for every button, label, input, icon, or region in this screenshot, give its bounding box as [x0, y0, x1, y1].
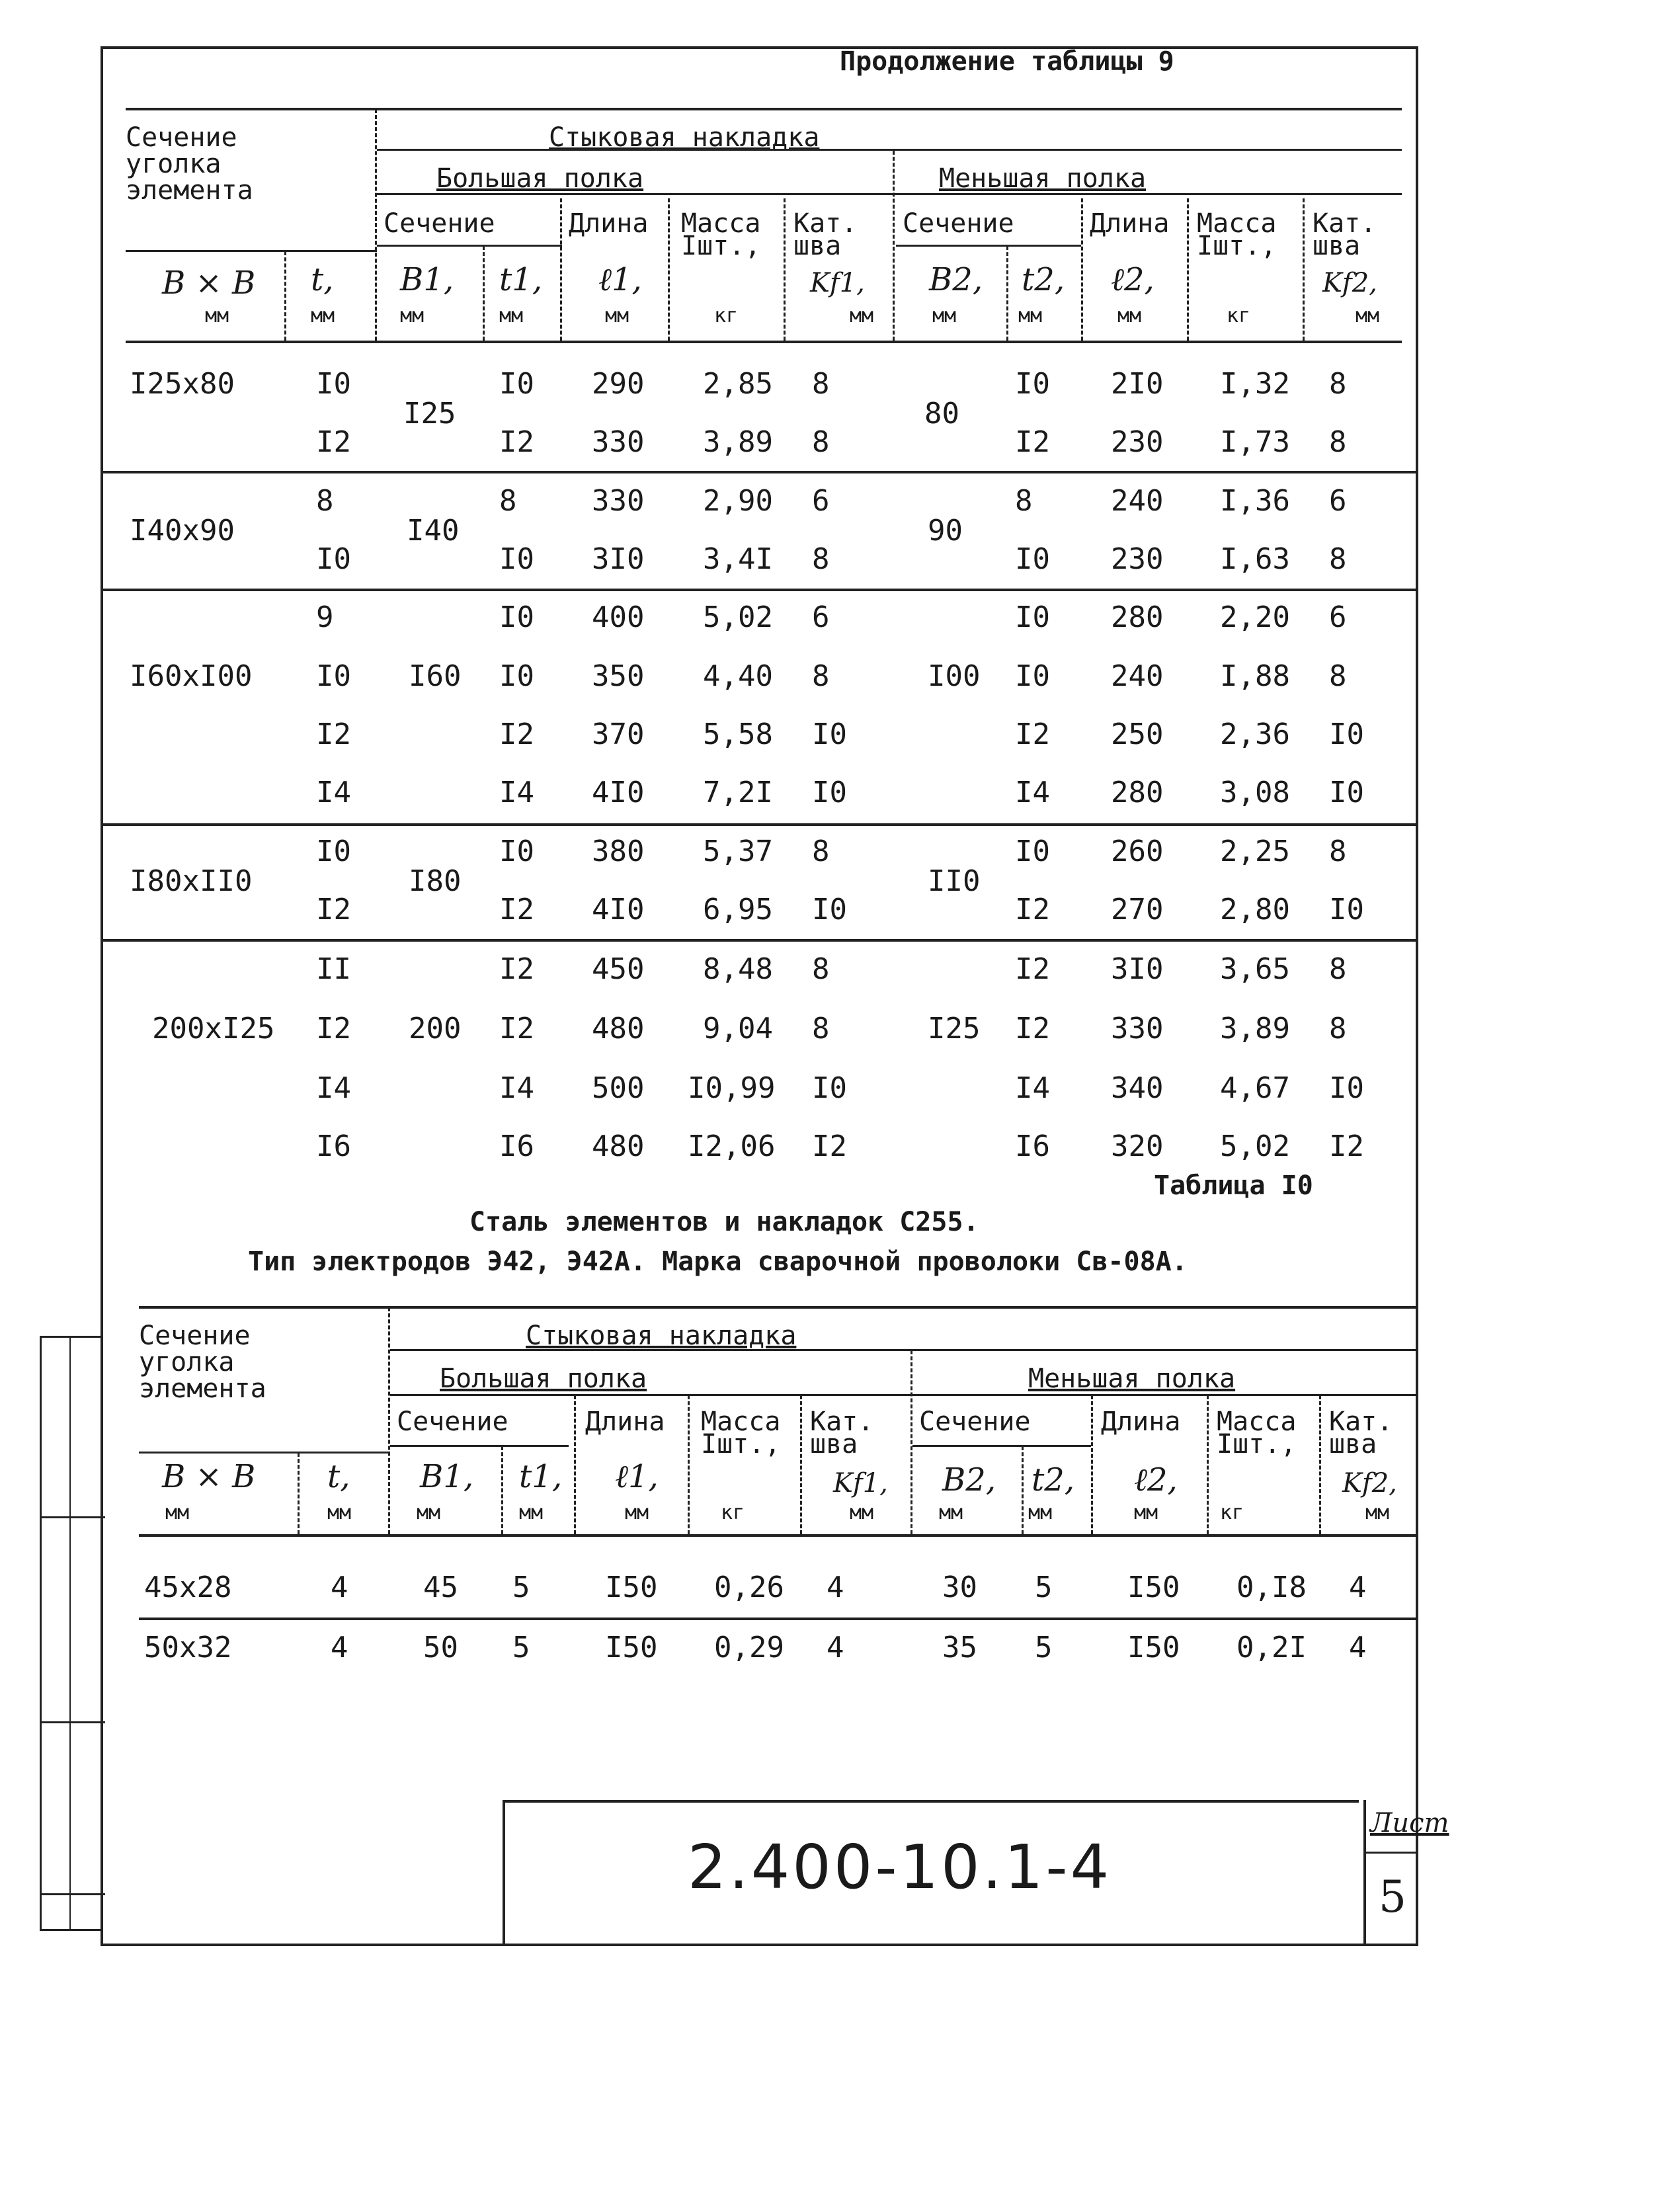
cell-t2: I0 [1015, 835, 1050, 868]
sym-t: t, [327, 1458, 350, 1495]
cell-t2: I0 [1015, 542, 1050, 576]
cell-l2: 270 [1111, 893, 1164, 926]
sym-t: t, [311, 261, 334, 298]
cell-l1: 370 [592, 717, 645, 751]
cell-t2: I0 [1015, 659, 1050, 693]
sym-l2: ℓ2, [1134, 1461, 1178, 1498]
hdr-section-3: элемента [126, 175, 253, 206]
cell-kf1: 8 [812, 367, 830, 401]
divider [501, 1446, 503, 1534]
rule [126, 108, 1402, 110]
unit-kg: кг [1220, 1501, 1244, 1524]
hdr-section-3: элемента [139, 1373, 266, 1404]
divider [298, 1453, 300, 1534]
divider [1319, 1395, 1321, 1534]
cell-l1: 3I0 [592, 542, 645, 576]
divider [1022, 1446, 1024, 1534]
cell-kf1: 6 [812, 600, 830, 634]
cell-l2: 250 [1111, 717, 1164, 751]
sheet-number: 5 [1379, 1871, 1406, 1922]
sym-b1: B1, [420, 1458, 474, 1495]
cell-t2: I2 [1015, 717, 1050, 751]
unit-mm: мм [400, 304, 425, 327]
hdr-kat2-small: шва [1329, 1429, 1377, 1459]
cell-mass1: 7,2I [703, 776, 773, 809]
unit-kg: кг [1227, 304, 1251, 327]
hdr-len-small: Длина [1090, 208, 1170, 239]
unit-mm: мм [1365, 1501, 1390, 1524]
table10-electrode-note: Тип электродов Э42, Э42А. Марка сварочной проволоки Св-08А. [248, 1247, 1188, 1277]
unit-mm: мм [499, 304, 524, 327]
cell-l1: 350 [592, 659, 645, 693]
cell-b2: 80 [924, 397, 959, 430]
strip-divider [69, 1338, 71, 1929]
unit-mm: мм [1028, 1501, 1053, 1524]
cell-l1: 480 [592, 1012, 645, 1045]
cell-mass1: 9,04 [703, 1012, 773, 1045]
unit-mm: мм [605, 304, 629, 327]
sheet-divider [1363, 1852, 1418, 1854]
rule [390, 1394, 1418, 1396]
rule [101, 939, 1418, 942]
sym-kf2: Kf2, [1322, 268, 1377, 298]
rule [377, 245, 562, 247]
hdr-kat-big: Кат. [810, 1407, 874, 1437]
unit-mm: мм [1117, 304, 1142, 327]
cell-kf2: 4 [1349, 1571, 1367, 1604]
cell-mass2: 0,I8 [1236, 1571, 1307, 1604]
cell-t: 4 [331, 1571, 348, 1604]
cell-mass2: 5,02 [1220, 1129, 1290, 1163]
cell-t2: I4 [1015, 1071, 1050, 1105]
cell-l2: 240 [1111, 659, 1164, 693]
unit-mm: мм [939, 1501, 963, 1524]
sym-t2: t2, [1022, 261, 1065, 298]
cell-b1: 200 [409, 1012, 462, 1045]
cell-mass2: 2,36 [1220, 717, 1290, 751]
sym-kf2: Kf2, [1342, 1468, 1397, 1498]
cell-kf2: 8 [1329, 367, 1347, 401]
cell-t: I0 [316, 542, 351, 576]
cell-l2: 280 [1111, 776, 1164, 809]
cell-l2: 230 [1111, 542, 1164, 576]
divider [784, 198, 786, 341]
cell-l2: I50 [1127, 1571, 1180, 1604]
unit-mm: мм [1018, 304, 1043, 327]
cell-mass2: I,36 [1220, 484, 1290, 518]
sym-l1: ℓ1, [615, 1458, 659, 1495]
cell-mass2: I,73 [1220, 425, 1290, 459]
cell-t2: I0 [1015, 367, 1050, 401]
table10-caption: Таблица I0 [1154, 1170, 1313, 1201]
divider [375, 109, 377, 341]
divider [1303, 198, 1305, 341]
cell-l2: 330 [1111, 1012, 1164, 1045]
rule [390, 1445, 569, 1447]
cell-mass2: 3,08 [1220, 776, 1290, 809]
rule [101, 589, 1418, 591]
divider [284, 251, 286, 341]
cell-t1: I0 [499, 835, 534, 868]
cell-kf2: 6 [1329, 600, 1347, 634]
cell-kf1: I0 [812, 717, 847, 751]
cell-t2: 8 [1015, 484, 1033, 518]
cell-section: I25x80 [130, 367, 235, 401]
cell-t: I6 [316, 1129, 351, 1163]
cell-t2: I4 [1015, 776, 1050, 809]
cell-mass1: 3,4I [703, 542, 773, 576]
unit-mm: мм [165, 1501, 190, 1524]
cell-section: 200xI25 [152, 1012, 275, 1045]
divider [574, 1395, 576, 1534]
sym-kf1: Kf1, [833, 1468, 888, 1498]
cell-l1: 400 [592, 600, 645, 634]
divider [560, 198, 562, 341]
unit-mm: мм [850, 1501, 874, 1524]
hdr-mass2-small: Iшт., [1197, 231, 1277, 261]
strip-line [42, 1893, 105, 1895]
rule [139, 1452, 390, 1454]
cell-l1: 4I0 [592, 776, 645, 809]
sym-b2: B2, [942, 1461, 996, 1498]
hdr-big-shelf: Большая полка [436, 163, 644, 194]
sheet-label: Лист [1370, 1808, 1449, 1838]
cell-b2: I25 [928, 1012, 981, 1045]
cell-t1: I0 [499, 367, 534, 401]
cell-l1: 290 [592, 367, 645, 401]
cell-t2: 5 [1035, 1631, 1053, 1664]
cell-kf2: 8 [1329, 542, 1347, 576]
cell-mass1: 0,29 [714, 1631, 784, 1664]
unit-mm: мм [519, 1501, 544, 1524]
cell-t: I0 [316, 659, 351, 693]
cell-kf2: I0 [1329, 776, 1364, 809]
hdr-butt: Стыковая накладка [526, 1321, 797, 1351]
cell-section: I60xI00 [130, 659, 253, 693]
hdr-section-1: Сечение [126, 122, 237, 153]
cell-kf2: 8 [1329, 1012, 1347, 1045]
divider [688, 1395, 690, 1534]
cell-kf2: 8 [1329, 659, 1347, 693]
rule [139, 1306, 1418, 1309]
unit-mm: мм [327, 1501, 352, 1524]
divider [668, 198, 670, 341]
hdr-len-big: Длина [585, 1407, 665, 1437]
cell-t: I4 [316, 776, 351, 809]
unit-kg: кг [714, 304, 739, 327]
cell-b2: 35 [942, 1631, 977, 1664]
rule [377, 193, 1402, 195]
cell-t1: I0 [499, 600, 534, 634]
unit-mm: мм [850, 304, 874, 327]
hdr-sec-big: Сечение [397, 1407, 508, 1437]
cell-l1: I50 [605, 1571, 658, 1604]
cell-b1: I25 [403, 397, 456, 430]
cell-t1: I0 [499, 659, 534, 693]
cell-mass2: 4,67 [1220, 1071, 1290, 1105]
cell-kf1: I0 [812, 1071, 847, 1105]
rule [101, 823, 1418, 826]
rule [896, 245, 1081, 247]
cell-b1: I60 [409, 659, 462, 693]
cell-mass1: 5,58 [703, 717, 773, 751]
divider [1006, 246, 1008, 341]
rule [912, 1445, 1091, 1447]
cell-mass2: 2,25 [1220, 835, 1290, 868]
cell-kf2: 8 [1329, 425, 1347, 459]
unit-mm: мм [417, 1501, 441, 1524]
cell-kf2: I2 [1329, 1129, 1364, 1163]
cell-l1: 380 [592, 835, 645, 868]
rule [390, 1349, 1418, 1351]
rule [126, 341, 1402, 343]
cell-t1: I4 [499, 776, 534, 809]
cell-kf1: 8 [812, 542, 830, 576]
cell-t: I0 [316, 835, 351, 868]
document-code: 2.400-10.1-4 [688, 1832, 1112, 1903]
cell-mass1: 0,26 [714, 1571, 784, 1604]
sym-t2: t2, [1032, 1461, 1075, 1498]
cell-kf1: 8 [812, 425, 830, 459]
cell-l2: 2I0 [1111, 367, 1164, 401]
cell-t: I4 [316, 1071, 351, 1105]
cell-section: 45x28 [144, 1571, 232, 1604]
cell-t1: 8 [499, 484, 517, 518]
cell-t: 4 [331, 1631, 348, 1664]
cell-kf2: 8 [1329, 835, 1347, 868]
cell-t: I2 [316, 717, 351, 751]
hdr-kat2-small: шва [1313, 231, 1361, 261]
unit-mm: мм [311, 304, 335, 327]
sym-l2: ℓ2, [1111, 261, 1154, 298]
cell-l1: 330 [592, 484, 645, 518]
cell-mass1: 3,89 [703, 425, 773, 459]
cell-b2: II0 [928, 864, 981, 898]
cell-t1: I2 [499, 425, 534, 459]
cell-t1: I6 [499, 1129, 534, 1163]
hdr-mass2-big: Iшт., [681, 231, 761, 261]
cell-t1: I2 [499, 952, 534, 986]
cell-kf1: I0 [812, 893, 847, 926]
divider [483, 246, 485, 341]
cell-l2: 320 [1111, 1129, 1164, 1163]
sym-kf1: Kf1, [810, 268, 865, 298]
hdr-mass-big: Масса [681, 208, 761, 239]
cell-mass1: 4,40 [703, 659, 773, 693]
sym-bxb: B × B [162, 1458, 256, 1495]
cell-kf1: 6 [812, 484, 830, 518]
hdr-kat2-big: шва [810, 1429, 858, 1459]
divider [893, 151, 895, 341]
cell-kf1: 8 [812, 952, 830, 986]
cell-kf1: 4 [827, 1571, 844, 1604]
cell-l1: 480 [592, 1129, 645, 1163]
cell-l2: I50 [1127, 1631, 1180, 1664]
hdr-sec-big: Сечение [384, 208, 495, 239]
cell-l2: 280 [1111, 600, 1164, 634]
hdr-sec-small: Сечение [903, 208, 1014, 239]
hdr-mass-small: Масса [1197, 208, 1277, 239]
cell-kf1: 4 [827, 1631, 844, 1664]
cell-mass2: 3,89 [1220, 1012, 1290, 1045]
cell-mass1: 2,85 [703, 367, 773, 401]
cell-kf1: 8 [812, 659, 830, 693]
cell-mass1: 8,48 [703, 952, 773, 986]
cell-t1: I2 [499, 893, 534, 926]
cell-mass2: 3,65 [1220, 952, 1290, 986]
unit-kg: кг [721, 1501, 745, 1524]
cell-section: I40x90 [130, 514, 235, 548]
cell-t: 9 [316, 600, 334, 634]
cell-b2: 30 [942, 1571, 977, 1604]
cell-kf1: 8 [812, 835, 830, 868]
rule [126, 250, 377, 252]
hdr-kat2-big: шва [793, 231, 842, 261]
divider [910, 1350, 912, 1534]
hdr-mass-small: Масса [1217, 1407, 1297, 1437]
cell-t1: I2 [499, 717, 534, 751]
cell-t2: I2 [1015, 425, 1050, 459]
hdr-section-2: уголка [139, 1347, 235, 1377]
hdr-len-big: Длина [569, 208, 649, 239]
sym-t1: t1, [499, 261, 543, 298]
cell-l1: 450 [592, 952, 645, 986]
cell-kf1: I2 [812, 1129, 847, 1163]
cell-t2: I6 [1015, 1129, 1050, 1163]
cell-l1: 4I0 [592, 893, 645, 926]
table10-steel-note: Сталь элементов и накладок С255. [469, 1207, 979, 1237]
divider [388, 1307, 390, 1534]
cell-b1: 45 [423, 1571, 458, 1604]
cell-kf2: I0 [1329, 893, 1364, 926]
rule [101, 471, 1418, 473]
hdr-butt: Стыковая накладка [549, 122, 820, 153]
cell-t: I2 [316, 1012, 351, 1045]
cell-kf2: I0 [1329, 717, 1364, 751]
cell-mass2: 2,80 [1220, 893, 1290, 926]
cell-l2: 230 [1111, 425, 1164, 459]
hdr-section-2: уголка [126, 149, 222, 179]
cell-mass1: I0,99 [688, 1071, 776, 1105]
unit-mm: мм [932, 304, 957, 327]
cell-t2: I2 [1015, 1012, 1050, 1045]
side-strip [40, 1336, 103, 1931]
cell-t1: I2 [499, 1012, 534, 1045]
cell-mass2: 0,2I [1236, 1631, 1307, 1664]
hdr-mass2-big: Iшт., [701, 1429, 781, 1459]
rule [139, 1618, 1418, 1620]
cell-t: I2 [316, 893, 351, 926]
cell-t1: 5 [512, 1631, 530, 1664]
hdr-small-shelf: Меньшая полка [939, 163, 1147, 194]
cell-t: 8 [316, 484, 334, 518]
cell-b1: 50 [423, 1631, 458, 1664]
cell-b1: I80 [409, 864, 462, 898]
cell-mass1: 5,37 [703, 835, 773, 868]
hdr-small-shelf: Меньшая полка [1028, 1364, 1236, 1394]
strip-line [42, 1516, 105, 1518]
hdr-big-shelf: Большая полка [440, 1364, 647, 1394]
unit-mm: мм [1134, 1501, 1158, 1524]
divider [1081, 198, 1083, 341]
rule [377, 149, 1402, 151]
cell-t2: I0 [1015, 600, 1050, 634]
cell-t1: I4 [499, 1071, 534, 1105]
cell-kf2: 4 [1349, 1631, 1367, 1664]
cell-t: I2 [316, 425, 351, 459]
hdr-sec-small: Сечение [919, 1407, 1031, 1437]
cell-t2: I2 [1015, 952, 1050, 986]
cell-section: I80xII0 [130, 864, 253, 898]
cell-kf2: 6 [1329, 484, 1347, 518]
hdr-kat-big: Кат. [793, 208, 858, 239]
cell-mass1: I2,06 [688, 1129, 776, 1163]
cell-l2: 3I0 [1111, 952, 1164, 986]
sym-b2: B2, [929, 261, 983, 298]
cell-b2: 90 [928, 514, 963, 548]
cell-b2: I00 [928, 659, 981, 693]
cell-mass1: 5,02 [703, 600, 773, 634]
unit-mm: мм [625, 1501, 649, 1524]
cell-mass2: I,88 [1220, 659, 1290, 693]
cell-l2: 240 [1111, 484, 1164, 518]
cell-l1: 500 [592, 1071, 645, 1105]
unit-mm: мм [205, 304, 229, 327]
cell-l1: I50 [605, 1631, 658, 1664]
cell-b1: I40 [407, 514, 460, 548]
hdr-section-1: Сечение [139, 1321, 251, 1351]
cell-mass1: 6,95 [703, 893, 773, 926]
cell-t: I0 [316, 367, 351, 401]
cell-mass2: I,32 [1220, 367, 1290, 401]
cell-kf1: I0 [812, 776, 847, 809]
cell-t: II [316, 952, 351, 986]
cell-t2: 5 [1035, 1571, 1053, 1604]
sym-bxb: B × B [162, 265, 256, 302]
rule [139, 1534, 1418, 1537]
hdr-kat-small: Кат. [1313, 208, 1377, 239]
table9-caption: Продолжение таблицы 9 [840, 46, 1174, 77]
hdr-len-small: Длина [1101, 1407, 1181, 1437]
cell-t1: 5 [512, 1571, 530, 1604]
divider [1187, 198, 1189, 341]
cell-t1: I0 [499, 542, 534, 576]
hdr-mass-big: Масса [701, 1407, 781, 1437]
cell-l2: 340 [1111, 1071, 1164, 1105]
divider [1091, 1395, 1093, 1534]
cell-section: 50x32 [144, 1631, 232, 1664]
divider [800, 1395, 802, 1534]
cell-kf2: I0 [1329, 1071, 1364, 1105]
hdr-mass2-small: Iшт., [1217, 1429, 1297, 1459]
divider [1207, 1395, 1209, 1534]
cell-mass2: 2,20 [1220, 600, 1290, 634]
sym-l1: ℓ1, [598, 261, 642, 298]
cell-t2: I2 [1015, 893, 1050, 926]
strip-line [42, 1721, 105, 1723]
unit-mm: мм [1356, 304, 1380, 327]
hdr-kat-small: Кат. [1329, 1407, 1393, 1437]
cell-kf2: 8 [1329, 952, 1347, 986]
sym-t1: t1, [519, 1458, 563, 1495]
cell-l2: 260 [1111, 835, 1164, 868]
cell-l1: 330 [592, 425, 645, 459]
sym-b1: B1, [400, 261, 454, 298]
cell-mass2: I,63 [1220, 542, 1290, 576]
cell-mass1: 2,90 [703, 484, 773, 518]
cell-kf1: 8 [812, 1012, 830, 1045]
